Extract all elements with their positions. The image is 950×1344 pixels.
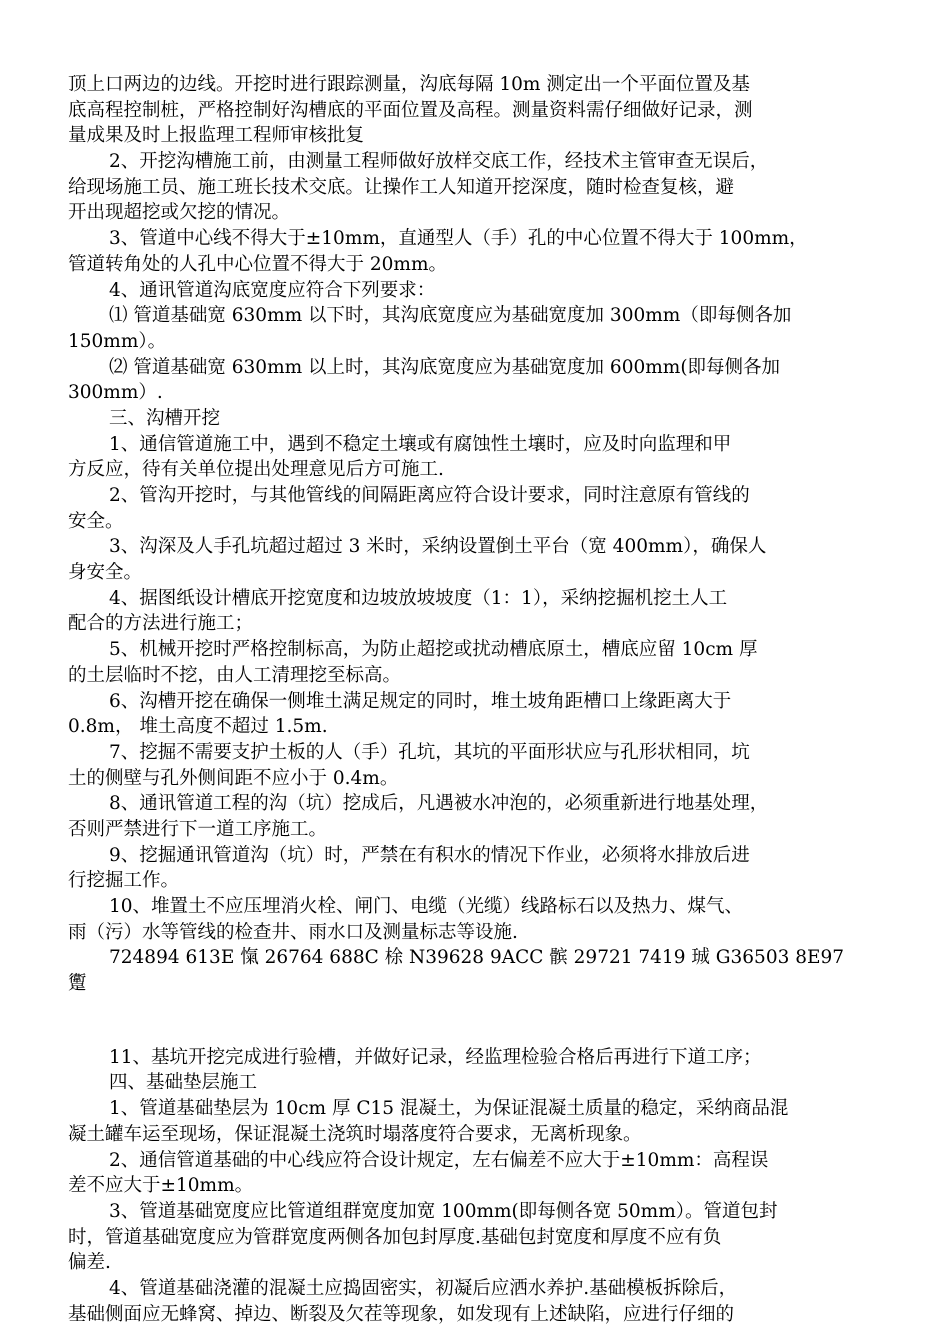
text-line: 4、管道基础浇灌的混凝土应捣固密实，初凝后应洒水养护.基础模板拆除后， xyxy=(109,1277,738,1299)
text-line: 7、挖掘不需要支护土板的人（手）孔坑，其坑的平面形状应与孔形状相同，坑 xyxy=(109,741,750,763)
text-line: 8、通讯管道工程的沟（坑）挖成后，凡遇被水冲泡的，必须重新进行地基处理， xyxy=(109,793,769,815)
text-line: 否则严禁进行下一道工序施工。 xyxy=(68,818,328,840)
text-line: 的土层临时不挖，由人工清理挖至标高。 xyxy=(68,664,402,686)
text-line: 基础侧面应无蜂窝、掉边、断裂及欠茬等现象，如发现有上述缺陷，应进行仔细的 xyxy=(68,1303,735,1325)
text-line: 土的侧壁与孔外侧间距不应小于 0.4m。 xyxy=(68,767,399,789)
text-line: ⑵ 管道基础宽 630mm 以上时，其沟底宽度应为基础宽度加 600mm(即每侧各加 xyxy=(109,356,781,378)
text-line: 给现场施工员、施工班长技术交底。让操作工人知道开挖深度，随时检查复核，避 xyxy=(68,176,735,198)
text-line: 0.8m， 堆土高度不超过 1.5m. xyxy=(68,716,328,738)
text-line: 开出现超挖或欠挖的情况。 xyxy=(68,202,291,224)
text-line: 3、沟深及人手孔坑超过超过 3 米时，采纳设置倒土平台（宽 400mm），确保人 xyxy=(109,536,767,558)
text-line: 724894 613E 愾 26764 688C 梌 N39628 9ACC 髌 29721 7419 珹 G36503 8E97 xyxy=(109,947,845,969)
text-line: 300mm）. xyxy=(68,382,163,404)
text-line: 1、管道基础垫层为 10cm 厚 C15 混凝土，为保证混凝土质量的稳定，采纳商品混 xyxy=(109,1098,789,1120)
text-line: 4、通讯管道沟底宽度应符合下列要求： xyxy=(109,279,436,301)
text-line: 配合的方法进行施工； xyxy=(68,613,254,635)
document-body xyxy=(68,72,888,1327)
text-line: 躗 xyxy=(68,973,87,995)
text-line: 3、管道基础宽度应比管道组群宽度加宽 100mm(即每侧各宽 50mm）。管道包封 xyxy=(109,1200,778,1222)
text-line: 凝土罐车运至现场，保证混凝土浇筑时塌落度符合要求，无离析现象。 xyxy=(68,1123,642,1145)
text-line: 四、基础垫层施工 xyxy=(109,1072,258,1094)
text-line: 三、沟槽开挖 xyxy=(109,407,221,429)
text-line: 6、沟槽开挖在确保一侧堆土满足规定的同时，堆土坡角距槽口上缘距离大于 xyxy=(109,690,732,712)
text-line: 1、通信管道施工中，遇到不稳定土壤或有腐蚀性土壤时，应及时向监理和甲 xyxy=(109,433,732,455)
text-line: 2、开挖沟槽施工前，由测量工程师做好放样交底工作，经技术主管审查无误后， xyxy=(109,151,769,173)
text-line: 11、基坑开挖完成进行验槽，并做好记录，经监理检验合格后再进行下道工序； xyxy=(109,1046,762,1068)
text-line: 量成果及时上报监理工程师审核批复 xyxy=(68,125,365,147)
text-line: 差不应大于±10mm。 xyxy=(68,1175,254,1197)
text-line: 管道转角处的人孔中心位置不得大于 20mm。 xyxy=(68,253,448,275)
text-line: 安全。 xyxy=(68,510,124,532)
text-line: 9、挖掘通讯管道沟（坑）时，严禁在有积水的情况下作业，必须将水排放后进 xyxy=(109,844,750,866)
text-line: 雨（污）水等管线的检查井、雨水口及测量标志等设施. xyxy=(68,921,518,943)
text-line: 方反应，待有关单位提出处理意见后方可施工. xyxy=(68,459,444,481)
text-line: 偏差. xyxy=(68,1252,111,1274)
text-line: 3、管道中心线不得大于±10mm，直通型人（手）孔的中心位置不得大于 100mm， xyxy=(109,228,808,250)
text-line: 底高程控制桩，严格控制好沟槽底的平面位置及高程。测量资料需仔细做好记录，测 xyxy=(68,99,753,121)
text-line: ⑴ 管道基础宽 630mm 以下时，其沟底宽度应为基础宽度加 300mm（即每侧各加 xyxy=(109,305,792,327)
paragraph-gap xyxy=(68,997,888,1045)
text-line: 5、机械开挖时严格控制标高，为防止超挖或扰动槽底原土，槽底应留 10cm 厚 xyxy=(109,639,758,661)
text-line: 150mm）。 xyxy=(68,330,167,352)
text-line: 2、管沟开挖时，与其他管线的间隔距离应符合设计要求，同时注意原有管线的 xyxy=(109,485,750,506)
text-line: 10、堆置土不应压埋消火栓、闸门、电缆（光缆）线路标石以及热力、煤气、 xyxy=(109,896,744,917)
text-line: 身安全。 xyxy=(68,562,143,584)
text-line: 时，管道基础宽度应为管群宽度两侧各加包封厚度.基础包封宽度和厚度不应有负 xyxy=(68,1226,722,1248)
text-line: 2、通信管道基础的中心线应符合设计规定，左右偏差不应大于±10mm：高程误 xyxy=(109,1149,769,1171)
text-line: 行挖掘工作。 xyxy=(68,870,180,892)
text-line: 顶上口两边的边线。开挖时进行跟踪测量，沟底每隔 10m 测定出一个平面位置及基 xyxy=(68,74,750,95)
text-line: 4、据图纸设计槽底开挖宽度和边坡放坡坡度（1：1），采纳挖掘机挖土人工 xyxy=(109,587,728,609)
